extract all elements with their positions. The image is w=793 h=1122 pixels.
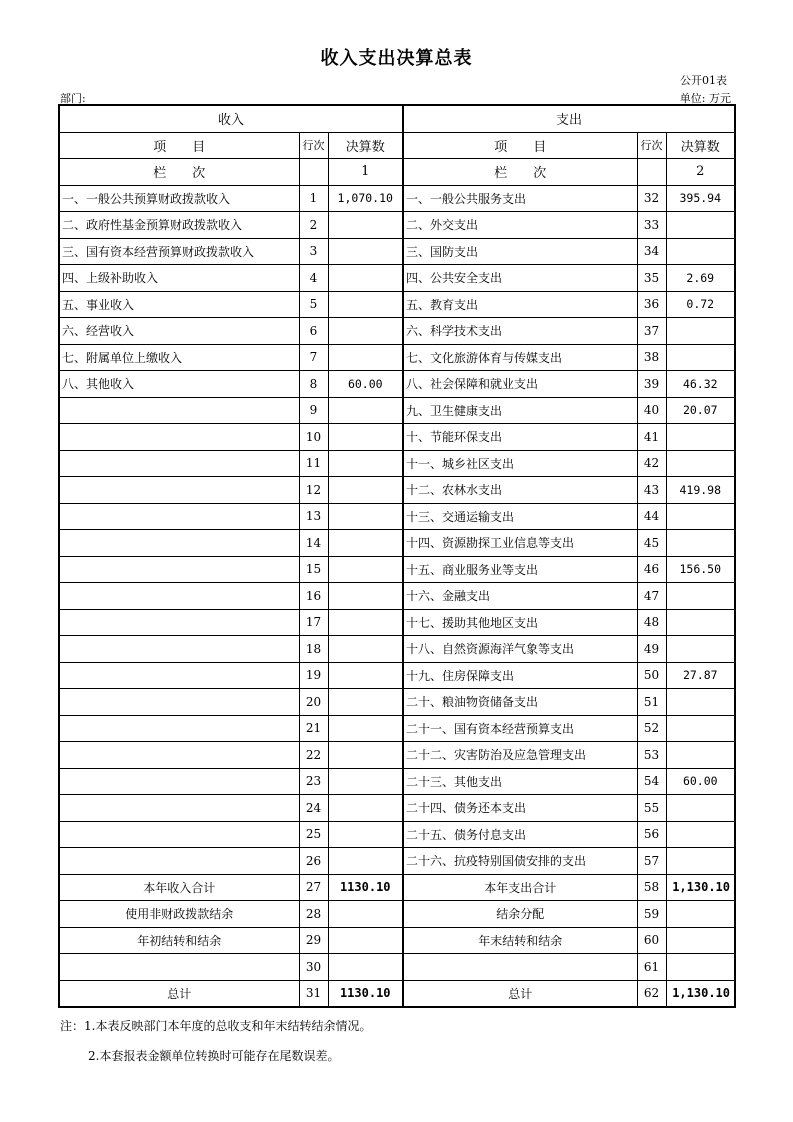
income-amount: 1130.10 [328, 874, 403, 901]
expense-line-number: 54 [637, 768, 666, 795]
income-line-number: 8 [299, 371, 328, 398]
expense-item: 五、教育支出 [403, 291, 637, 318]
income-line-number: 12 [299, 477, 328, 504]
expense-amount: 2.69 [666, 265, 735, 292]
expense-amount: 1,130.10 [666, 980, 735, 1007]
expense-item: 二十六、抗疫特别国债安排的支出 [403, 848, 637, 875]
expense-header: 支出 [403, 105, 735, 132]
income-line-number: 28 [299, 901, 328, 928]
income-line-number: 2 [299, 212, 328, 239]
table-row [59, 583, 735, 610]
income-amount [328, 768, 403, 795]
table-row [59, 477, 735, 504]
expense-amount [666, 450, 735, 477]
expense-amount [666, 238, 735, 265]
expense-amount: 1,130.10 [666, 874, 735, 901]
income-amount-header: 决算数 [328, 132, 403, 159]
expense-line-number: 50 [637, 662, 666, 689]
income-amount [328, 503, 403, 530]
expense-amount: 395.94 [666, 185, 735, 212]
income-item: 一、一般公共预算财政拨款收入 [59, 185, 299, 212]
income-line-number: 14 [299, 530, 328, 557]
expense-amount [666, 927, 735, 954]
expense-item: 三、国防支出 [403, 238, 637, 265]
expense-line-number: 46 [637, 556, 666, 583]
notes [60, 1014, 371, 1068]
note-2: 2.本套报表金额单位转换时可能存在尾数误差。 [88, 1049, 340, 1063]
expense-item: 年末结转和结余 [403, 927, 637, 954]
expense-column-label: 栏 次 [403, 159, 637, 186]
income-item [59, 609, 299, 636]
income-amount: 1,070.10 [328, 185, 403, 212]
income-item: 总计 [59, 980, 299, 1007]
expense-amount [666, 530, 735, 557]
income-line-number: 24 [299, 795, 328, 822]
expense-line-number: 61 [637, 954, 666, 981]
expense-amount: 27.87 [666, 662, 735, 689]
income-item: 年初结转和结余 [59, 927, 299, 954]
expense-column-number: 2 [666, 159, 735, 186]
table-row [59, 238, 735, 265]
income-amount [328, 530, 403, 557]
expense-line-number: 48 [637, 609, 666, 636]
empty-cell [299, 159, 328, 186]
expense-line-number: 62 [637, 980, 666, 1007]
expense-item: 八、社会保障和就业支出 [403, 371, 637, 398]
expense-item: 十九、住房保障支出 [403, 662, 637, 689]
income-item [59, 477, 299, 504]
income-amount [328, 344, 403, 371]
income-amount [328, 901, 403, 928]
income-item [59, 689, 299, 716]
table-row [59, 185, 735, 212]
income-line-number: 15 [299, 556, 328, 583]
expense-line-number: 43 [637, 477, 666, 504]
income-item: 三、国有资本经营预算财政拨款收入 [59, 238, 299, 265]
table-row [59, 503, 735, 530]
expense-amount [666, 821, 735, 848]
expense-item: 结余分配 [403, 901, 637, 928]
table-row [59, 371, 735, 398]
income-amount [328, 424, 403, 451]
income-amount [328, 556, 403, 583]
income-item [59, 583, 299, 610]
income-amount [328, 397, 403, 424]
income-line-number: 18 [299, 636, 328, 663]
summary-row [59, 980, 735, 1007]
income-header: 收入 [59, 105, 403, 132]
table-row [59, 821, 735, 848]
income-amount [328, 662, 403, 689]
income-amount [328, 291, 403, 318]
income-amount: 60.00 [328, 371, 403, 398]
form-code: 公开01表 [680, 74, 727, 87]
income-amount [328, 821, 403, 848]
expense-line-number: 35 [637, 265, 666, 292]
expense-line-number: 55 [637, 795, 666, 822]
expense-line-number: 58 [637, 874, 666, 901]
income-line-number: 16 [299, 583, 328, 610]
note-1: 注：1.本表反映部门本年度的总收支和年末结转结余情况。 [60, 1019, 372, 1033]
expense-line-number: 45 [637, 530, 666, 557]
expense-amount: 0.72 [666, 291, 735, 318]
expense-line-number: 34 [637, 238, 666, 265]
income-expense-table [58, 104, 736, 1008]
income-amount [328, 318, 403, 345]
income-line-number: 30 [299, 954, 328, 981]
table-row [59, 662, 735, 689]
income-item: 本年收入合计 [59, 874, 299, 901]
income-item [59, 636, 299, 663]
expense-item: 总计 [403, 980, 637, 1007]
income-line-number: 13 [299, 503, 328, 530]
expense-item: 十二、农林水支出 [403, 477, 637, 504]
income-item [59, 742, 299, 769]
expense-item: 十、节能环保支出 [403, 424, 637, 451]
income-line-number: 5 [299, 291, 328, 318]
department-label: 部门: [60, 92, 86, 105]
income-item [59, 848, 299, 875]
expense-item: 六、科学技术支出 [403, 318, 637, 345]
income-amount [328, 689, 403, 716]
income-item [59, 768, 299, 795]
expense-amount [666, 583, 735, 610]
income-item: 四、上级补助收入 [59, 265, 299, 292]
income-line-number: 23 [299, 768, 328, 795]
expense-line-number: 57 [637, 848, 666, 875]
income-item: 六、经营收入 [59, 318, 299, 345]
income-amount [328, 636, 403, 663]
expense-amount [666, 503, 735, 530]
income-item [59, 795, 299, 822]
expense-line-number: 47 [637, 583, 666, 610]
expense-item: 十六、金融支出 [403, 583, 637, 610]
income-line-number: 17 [299, 609, 328, 636]
income-line-number: 19 [299, 662, 328, 689]
expense-line-number: 51 [637, 689, 666, 716]
income-item [59, 450, 299, 477]
income-line-number: 21 [299, 715, 328, 742]
income-item: 五、事业收入 [59, 291, 299, 318]
income-line-number: 9 [299, 397, 328, 424]
expense-line-number: 59 [637, 901, 666, 928]
expense-amount [666, 742, 735, 769]
expense-amount [666, 848, 735, 875]
income-item [59, 821, 299, 848]
expense-line-number: 60 [637, 927, 666, 954]
expense-line-number: 44 [637, 503, 666, 530]
income-line-number: 10 [299, 424, 328, 451]
expense-amount: 46.32 [666, 371, 735, 398]
income-column-label: 栏 次 [59, 159, 299, 186]
income-amount [328, 954, 403, 981]
expense-amount [666, 424, 735, 451]
expense-item: 二十三、其他支出 [403, 768, 637, 795]
income-amount [328, 742, 403, 769]
table-row [59, 609, 735, 636]
expense-item: 二十四、债务还本支出 [403, 795, 637, 822]
expense-line-number: 36 [637, 291, 666, 318]
income-item: 七、附属单位上缴收入 [59, 344, 299, 371]
expense-item: 二十一、国有资本经营预算支出 [403, 715, 637, 742]
income-line-number: 4 [299, 265, 328, 292]
expense-amount [666, 795, 735, 822]
income-line-number: 25 [299, 821, 328, 848]
expense-amount [666, 318, 735, 345]
income-item [59, 424, 299, 451]
expense-item: 十七、援助其他地区支出 [403, 609, 637, 636]
expense-item: 十八、自然资源海洋气象等支出 [403, 636, 637, 663]
expense-amount [666, 344, 735, 371]
income-item: 使用非财政拨款结余 [59, 901, 299, 928]
expense-item: 四、公共安全支出 [403, 265, 637, 292]
table-row [59, 318, 735, 345]
table-row [59, 424, 735, 451]
expense-item [403, 954, 637, 981]
income-item [59, 954, 299, 981]
income-line-number: 7 [299, 344, 328, 371]
table-row [59, 636, 735, 663]
expense-amount: 20.07 [666, 397, 735, 424]
income-line-number: 11 [299, 450, 328, 477]
report-title: 收入支出决算总表 [320, 48, 473, 69]
income-amount [328, 583, 403, 610]
empty-cell [637, 159, 666, 186]
expense-item: 本年支出合计 [403, 874, 637, 901]
expense-line-number: 38 [637, 344, 666, 371]
expense-line-number: 41 [637, 424, 666, 451]
income-line-number: 22 [299, 742, 328, 769]
expense-amount-header: 决算数 [666, 132, 735, 159]
income-item: 二、政府性基金预算财政拨款收入 [59, 212, 299, 239]
table-row [59, 450, 735, 477]
income-item: 八、其他收入 [59, 371, 299, 398]
table-row [59, 344, 735, 371]
unit-label: 单位: 万元 [679, 92, 731, 105]
income-amount [328, 848, 403, 875]
summary-row [59, 901, 735, 928]
expense-amount: 419.98 [666, 477, 735, 504]
expense-item-header: 项 目 [403, 132, 637, 159]
income-line-number: 31 [299, 980, 328, 1007]
expense-item: 十四、资源勘探工业信息等支出 [403, 530, 637, 557]
income-item [59, 556, 299, 583]
income-line-header: 行次 [299, 132, 328, 159]
table-row [59, 530, 735, 557]
income-item [59, 662, 299, 689]
income-amount [328, 795, 403, 822]
income-item-header: 项 目 [59, 132, 299, 159]
table-row [59, 768, 735, 795]
expense-amount [666, 609, 735, 636]
table-row [59, 397, 735, 424]
expense-amount [666, 212, 735, 239]
income-item [59, 503, 299, 530]
income-amount: 1130.10 [328, 980, 403, 1007]
expense-line-number: 42 [637, 450, 666, 477]
income-column-number: 1 [328, 159, 403, 186]
income-amount [328, 212, 403, 239]
expense-line-number: 52 [637, 715, 666, 742]
income-line-number: 20 [299, 689, 328, 716]
income-line-number: 3 [299, 238, 328, 265]
table-row [59, 556, 735, 583]
expense-item: 十三、交通运输支出 [403, 503, 637, 530]
income-amount [328, 609, 403, 636]
expense-amount [666, 689, 735, 716]
expense-amount [666, 636, 735, 663]
expense-item: 七、文化旅游体育与传媒支出 [403, 344, 637, 371]
summary-row [59, 927, 735, 954]
income-item [59, 715, 299, 742]
table-row [59, 689, 735, 716]
income-item [59, 530, 299, 557]
expense-item: 二、外交支出 [403, 212, 637, 239]
expense-line-number: 49 [637, 636, 666, 663]
income-line-number: 6 [299, 318, 328, 345]
expense-item: 十一、城乡社区支出 [403, 450, 637, 477]
summary-row [59, 874, 735, 901]
expense-line-number: 40 [637, 397, 666, 424]
table-row [59, 795, 735, 822]
table-row [59, 848, 735, 875]
income-amount [328, 715, 403, 742]
expense-line-number: 32 [637, 185, 666, 212]
expense-line-number: 33 [637, 212, 666, 239]
expense-line-number: 39 [637, 371, 666, 398]
table-row [59, 742, 735, 769]
expense-item: 二十五、债务付息支出 [403, 821, 637, 848]
expense-line-number: 56 [637, 821, 666, 848]
expense-item: 一、一般公共服务支出 [403, 185, 637, 212]
income-amount [328, 450, 403, 477]
income-amount [328, 927, 403, 954]
expense-amount: 156.50 [666, 556, 735, 583]
table-row [59, 715, 735, 742]
expense-amount [666, 715, 735, 742]
income-line-number: 26 [299, 848, 328, 875]
table-row [59, 291, 735, 318]
summary-row [59, 954, 735, 981]
expense-amount [666, 954, 735, 981]
income-amount [328, 238, 403, 265]
expense-line-header: 行次 [637, 132, 666, 159]
expense-amount [666, 901, 735, 928]
income-line-number: 1 [299, 185, 328, 212]
income-line-number: 29 [299, 927, 328, 954]
income-amount [328, 477, 403, 504]
income-line-number: 27 [299, 874, 328, 901]
table-row [59, 212, 735, 239]
expense-item: 九、卫生健康支出 [403, 397, 637, 424]
expense-item: 二十二、灾害防治及应急管理支出 [403, 742, 637, 769]
table-row [59, 265, 735, 292]
expense-line-number: 53 [637, 742, 666, 769]
income-item [59, 397, 299, 424]
expense-amount: 60.00 [666, 768, 735, 795]
expense-item: 十五、商业服务业等支出 [403, 556, 637, 583]
expense-item: 二十、粮油物资储备支出 [403, 689, 637, 716]
income-amount [328, 265, 403, 292]
expense-line-number: 37 [637, 318, 666, 345]
